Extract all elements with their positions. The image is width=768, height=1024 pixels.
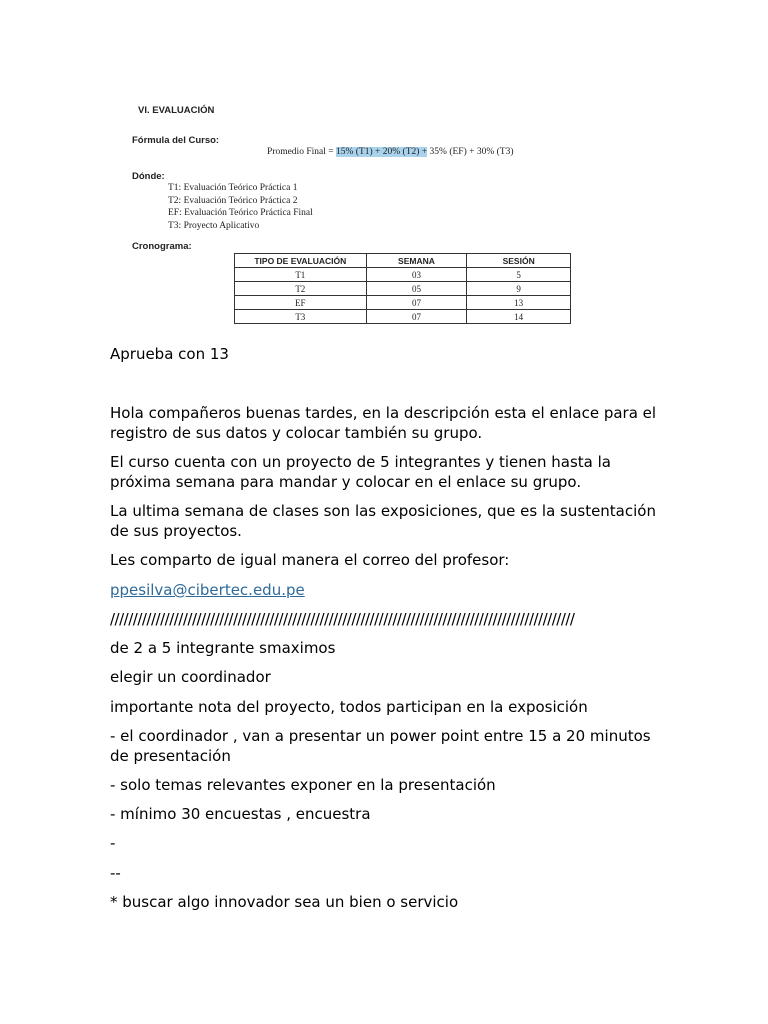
innovation-note: * buscar algo innovador sea un bien o servicio bbox=[110, 893, 459, 911]
formula-label: Fórmula del Curso: bbox=[132, 135, 220, 146]
coordinator-note: elegir un coordinador bbox=[110, 668, 271, 686]
cell-type: T3 bbox=[235, 310, 367, 324]
cell-session: 14 bbox=[467, 310, 571, 324]
topics-note: - solo temas relevantes exponer en la presentación bbox=[110, 776, 496, 794]
cell-week: 03 bbox=[366, 268, 467, 282]
definition-item: EF: Evaluación Teórico Práctica Final bbox=[168, 208, 313, 218]
surveys-note: - mínimo 30 encuestas , encuestra bbox=[110, 805, 371, 823]
members-note: de 2 a 5 integrante smaximos bbox=[110, 639, 336, 657]
project-paragraph: El curso cuenta con un proyecto de 5 integrantes y tienen hasta la próxima semana para mandar y colocar en el enlace su grupo. bbox=[110, 453, 611, 491]
dash-line: - bbox=[110, 834, 116, 852]
schedule-table bbox=[234, 253, 571, 324]
evaluation-section-title: VI. EVALUACIÓN bbox=[138, 105, 215, 116]
presentations-paragraph: La ultima semana de clases son las exposiciones, que es la sustentación de sus proyectos. bbox=[110, 502, 656, 540]
cell-type: T2 bbox=[235, 282, 367, 296]
double-dash-line: -- bbox=[110, 864, 121, 882]
approval-note: Aprueba con 13 bbox=[110, 345, 229, 363]
definitions-list bbox=[168, 182, 313, 232]
table-row bbox=[235, 296, 571, 310]
schedule-label: Cronograma: bbox=[132, 241, 192, 252]
cell-session: 5 bbox=[467, 268, 571, 282]
formula-highlight: 15% (T1) + 20% (T2) + bbox=[335, 147, 428, 157]
header-week: SEMANA bbox=[366, 254, 467, 268]
cell-type: EF bbox=[235, 296, 367, 310]
table-row bbox=[235, 268, 571, 282]
separator-line: ////////////////////////////////////////////////////////////////////////////////////////////////////// bbox=[110, 610, 575, 628]
important-note: importante nota del proyecto, todos participan en la exposición bbox=[110, 698, 588, 716]
greeting-paragraph: Hola compañeros buenas tardes, en la descripción esta el enlace para el registro de sus datos y colocar también su grupo. bbox=[110, 404, 657, 442]
table-header-row bbox=[235, 254, 571, 268]
header-session: SESIÓN bbox=[467, 254, 571, 268]
where-label: Dónde: bbox=[132, 171, 165, 182]
cell-week: 07 bbox=[366, 296, 467, 310]
definition-item: T3: Proyecto Aplicativo bbox=[168, 220, 260, 231]
course-formula bbox=[267, 147, 514, 157]
cell-week: 05 bbox=[366, 282, 467, 296]
table-row bbox=[235, 310, 571, 324]
presentation-note: - el coordinador , van a presentar un power point entre 15 a 20 minutos de presentación bbox=[110, 727, 651, 765]
cell-session: 9 bbox=[467, 282, 571, 296]
formula-suffix: 35% (EF) + 30% (T3) bbox=[427, 147, 514, 157]
formula-prefix: Promedio Final = bbox=[267, 147, 336, 157]
cell-week: 07 bbox=[366, 310, 467, 324]
cell-session: 13 bbox=[467, 296, 571, 310]
definition-item: T1: Evaluación Teórico Práctica 1 bbox=[168, 183, 298, 193]
table-row bbox=[235, 282, 571, 296]
professor-email-link[interactable]: ppesilva@cibertec.edu.pe bbox=[110, 581, 305, 599]
definition-item: T2: Evaluación Teórico Práctica 2 bbox=[168, 195, 298, 206]
email-paragraph bbox=[110, 580, 670, 600]
cell-type: T1 bbox=[235, 268, 367, 282]
header-type: TIPO DE EVALUACIÓN bbox=[235, 254, 367, 268]
email-intro-paragraph: Les comparto de igual manera el correo del profesor: bbox=[110, 551, 510, 569]
evaluation-scan-image bbox=[130, 100, 590, 325]
